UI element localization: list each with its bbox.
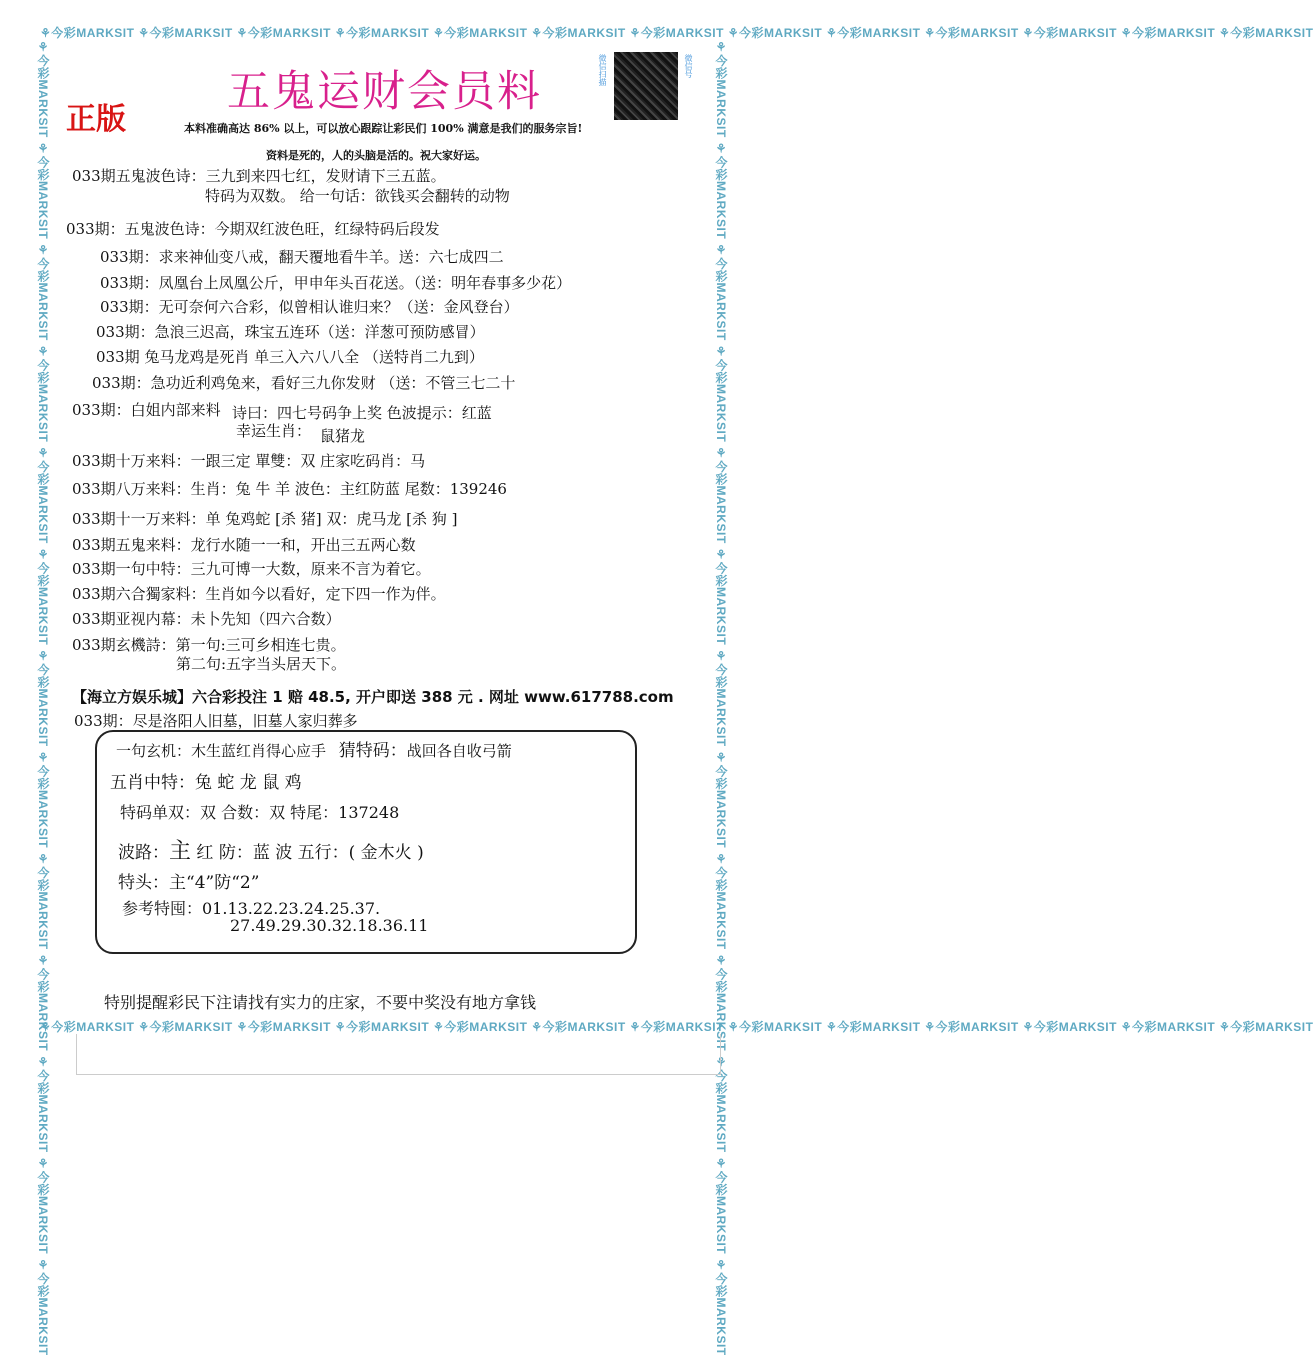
list-item: 033期五鬼波色诗：三九到来四七红，发财请下三五蓝。	[72, 167, 446, 185]
box-text: 一句玄机：木生蓝红肖得心应手	[116, 742, 327, 760]
box-text: 战回各自收弓箭	[406, 742, 512, 760]
list-item: 第二句:五字当头居天下。	[176, 655, 347, 673]
list-item: 033期五鬼来料：龙行水随一一和，开出三五两心数	[72, 536, 416, 554]
list-item: 033期：五鬼波色诗：今期双红波色旺，红绿特码后段发	[66, 220, 440, 238]
box-text: 红 防：蓝 波 五行：( 金木火 )	[191, 843, 424, 863]
box-line: 特码单双：双 合数：双 特尾：137248	[120, 803, 400, 822]
subtitle: 资料是死的，人的头脑是活的。祝大家好运。	[266, 149, 486, 162]
qr-side-label: 微信扫描	[598, 54, 607, 86]
list-item: 033期八万来料：生肖：兔 牛 羊 波色：主红防蓝 尾数：139246	[72, 480, 507, 498]
list-item: 鼠猪龙	[320, 427, 366, 445]
box-line	[116, 736, 512, 761]
list-item: 诗曰：四七号码争上奖 色波提示：红蓝	[232, 404, 492, 422]
qr-side-label: 微信号	[684, 54, 693, 78]
box-line: 参考特囤：01.13.22.23.24.25.37.	[122, 899, 381, 918]
list-item: 033期：急浪三迟高，珠宝五连环（送：洋葱可预防感冒）	[96, 323, 485, 341]
qr-code-icon	[614, 52, 678, 120]
watermark-top: ⚘今彩MARKSIT ⚘今彩MARKSIT ⚘今彩MARKSIT ⚘今彩MARKSIT ⚘今彩MARKSIT ⚘今彩MARKSIT ⚘今彩MARKSIT ⚘今彩MARKSIT ⚘今彩MARKSIT ⚘今彩MARKSIT ⚘今彩MARKSIT ⚘今彩MARKSIT ⚘今彩MARKSIT	[40, 26, 1313, 40]
genuine-badge: 正版	[66, 102, 126, 137]
list-item: 033期：凤凰台上凤凰公斤，甲申年头百花送。（送：明年春事多少花）	[100, 274, 572, 292]
list-item: 033期玄機詩：第一句:三可乡相连七贵。	[72, 636, 346, 654]
box-text: 波路：	[118, 843, 169, 863]
list-item: 幸运生肖：	[236, 422, 312, 440]
ad-banner: 【海立方娱乐城】六合彩投注 1 赔 48.5, 开户即送 388 元 . 网址 www.617788.com	[72, 688, 674, 706]
list-item: 033期 兔马龙鸡是死肖 单三入六八八全 （送特肖二九到）	[96, 348, 484, 366]
qr-code	[596, 52, 696, 122]
list-item: 033期亚视内幕：未卜先知（四六合数）	[72, 610, 341, 628]
box-text: 猜特码：	[338, 741, 407, 761]
page-shadow	[76, 1034, 721, 1075]
list-item: 033期十一万来料：单 兔鸡蛇 [杀 猪] 双：虎马龙 [杀 狗 ]	[72, 510, 458, 528]
subtitle: 本料准确高达 86% 以上，可以放心跟踪让彩民们 100% 满意是我们的服务宗旨!	[184, 122, 583, 135]
list-item: 特码为双数。 给一句话：欲钱买会翻转的动物	[205, 187, 510, 205]
page-title: 五鬼运财会员料	[227, 67, 542, 117]
box-line: 五肖中特：兔 蛇 龙 鼠 鸡	[110, 773, 302, 793]
footer-note: 特别提醒彩民下注请找有实力的庄家，不要中奖没有地方拿钱	[104, 993, 537, 1012]
list-item: 033期十万来料：一跟三定 單雙：双 庄家吃码肖：马	[72, 452, 426, 470]
list-item: 033期六合獨家料：生肖如今以看好，定下四一作为伴。	[72, 585, 446, 603]
list-item: 033期：尽是洛阳人旧墓，旧墓人家归葬多	[74, 712, 358, 730]
list-item: 033期一句中特：三九可博一大数，原来不言为着它。	[72, 560, 431, 578]
watermark-bottom: ⚘今彩MARKSIT ⚘今彩MARKSIT ⚘今彩MARKSIT ⚘今彩MARKSIT ⚘今彩MARKSIT ⚘今彩MARKSIT ⚘今彩MARKSIT ⚘今彩MARKSIT ⚘今彩MARKSIT ⚘今彩MARKSIT ⚘今彩MARKSIT ⚘今彩MARKSIT ⚘今彩MARKSIT	[40, 1020, 1313, 1034]
list-item: 033期：急功近利鸡兔来，看好三九你发财 （送：不管三七二十	[92, 374, 516, 392]
box-line: 特头：主“4”防“2”	[118, 873, 260, 893]
box-line	[118, 834, 424, 865]
list-item: 033期：无可奈何六合彩，似曾相认谁归来？（送：金风登台）	[100, 298, 519, 316]
box-line: 27.49.29.30.32.18.36.11	[230, 916, 429, 935]
box-text: 主	[169, 839, 192, 864]
list-item: 033期：求来神仙变八戒，翻天覆地看牛羊。送：六七成四二	[100, 248, 504, 266]
watermark-right: ⚘今彩MARKSIT ⚘今彩MARKSIT ⚘今彩MARKSIT ⚘今彩MARKSIT ⚘今彩MARKSIT ⚘今彩MARKSIT ⚘今彩MARKSIT ⚘今彩MARKSIT ⚘今彩MARKSIT ⚘今彩MARKSIT ⚘今彩MARKSIT ⚘今彩MARKSIT ⚘今彩MARKSIT	[714, 40, 728, 1356]
list-item: 033期：白姐内部来料	[72, 401, 221, 419]
watermark-left: ⚘今彩MARKSIT ⚘今彩MARKSIT ⚘今彩MARKSIT ⚘今彩MARKSIT ⚘今彩MARKSIT ⚘今彩MARKSIT ⚘今彩MARKSIT ⚘今彩MARKSIT ⚘今彩MARKSIT ⚘今彩MARKSIT ⚘今彩MARKSIT ⚘今彩MARKSIT ⚘今彩MARKSIT	[36, 40, 50, 1356]
